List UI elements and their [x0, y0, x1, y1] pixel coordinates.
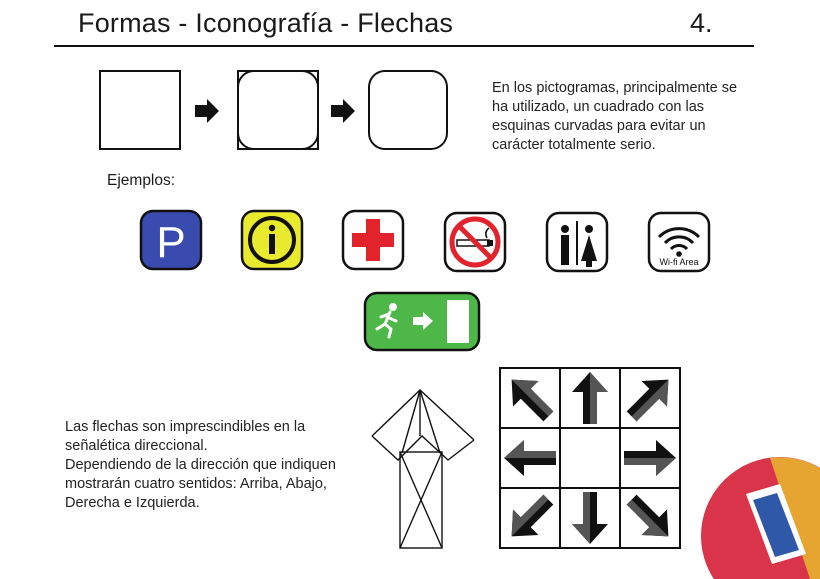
arrows-line: Dependiendo de la dirección que indiquen: [65, 457, 336, 473]
parking-letter: P: [156, 218, 186, 267]
arrow-up-right-icon: [619, 367, 681, 429]
first-aid-cross-icon: [341, 209, 405, 271]
shape-evolution-diagram: [95, 66, 455, 156]
no-smoking-icon: [443, 211, 507, 273]
arrows-line: señalética direccional.: [65, 438, 208, 454]
rounded-square-shape: [369, 71, 447, 149]
wifi-icon: [647, 211, 711, 273]
arrow-up-icon: [572, 372, 608, 424]
page-number: 4.: [690, 8, 713, 38]
arrow-right-icon-2: [331, 99, 355, 123]
arrows-line: mostrarán cuatro sentidos: Arriba, Abajo,: [65, 476, 327, 492]
page-title: Formas - Iconografía - Flechas: [78, 8, 454, 38]
arrow-right-icon-1: [195, 99, 219, 123]
parking-icon: [139, 209, 203, 271]
intro-line: carácter totalmente serio.: [492, 137, 656, 153]
wifi-label: Wi-fi Area: [659, 257, 699, 267]
header-divider: [54, 45, 754, 47]
intro-line: esquinas curvadas para evitar un: [492, 118, 706, 134]
arrow-down-right-icon: [619, 487, 681, 549]
arrow-down-left-icon: [499, 487, 561, 549]
arrows-paragraph: [65, 418, 365, 513]
square-with-rounded-overlay: [238, 71, 318, 149]
rounded-square-overlay: [238, 71, 318, 149]
restroom-icon: [545, 211, 609, 273]
info-icon: [240, 209, 304, 271]
arrow-down-icon: [572, 492, 608, 544]
arrow-construction-diagram: [370, 388, 476, 550]
directional-arrows-grid: [499, 367, 681, 549]
arrow-up-left-icon: [499, 367, 561, 429]
intro-line: ha utilizado, un cuadrado con las: [492, 99, 705, 115]
arrow-right-icon: [624, 440, 676, 476]
arrows-line: Las flechas son imprescindibles en la: [65, 419, 306, 435]
intro-line: En los pictogramas, principalmente se: [492, 80, 738, 96]
arrows-line: Derecha e Izquierda.: [65, 495, 200, 511]
emergency-exit-icon: [363, 291, 481, 352]
decorative-logo-icon: [700, 450, 820, 579]
arrow-left-icon: [504, 440, 556, 476]
square-shape: [100, 71, 180, 149]
examples-label: Ejemplos:: [107, 172, 176, 189]
intro-paragraph: [492, 79, 757, 155]
